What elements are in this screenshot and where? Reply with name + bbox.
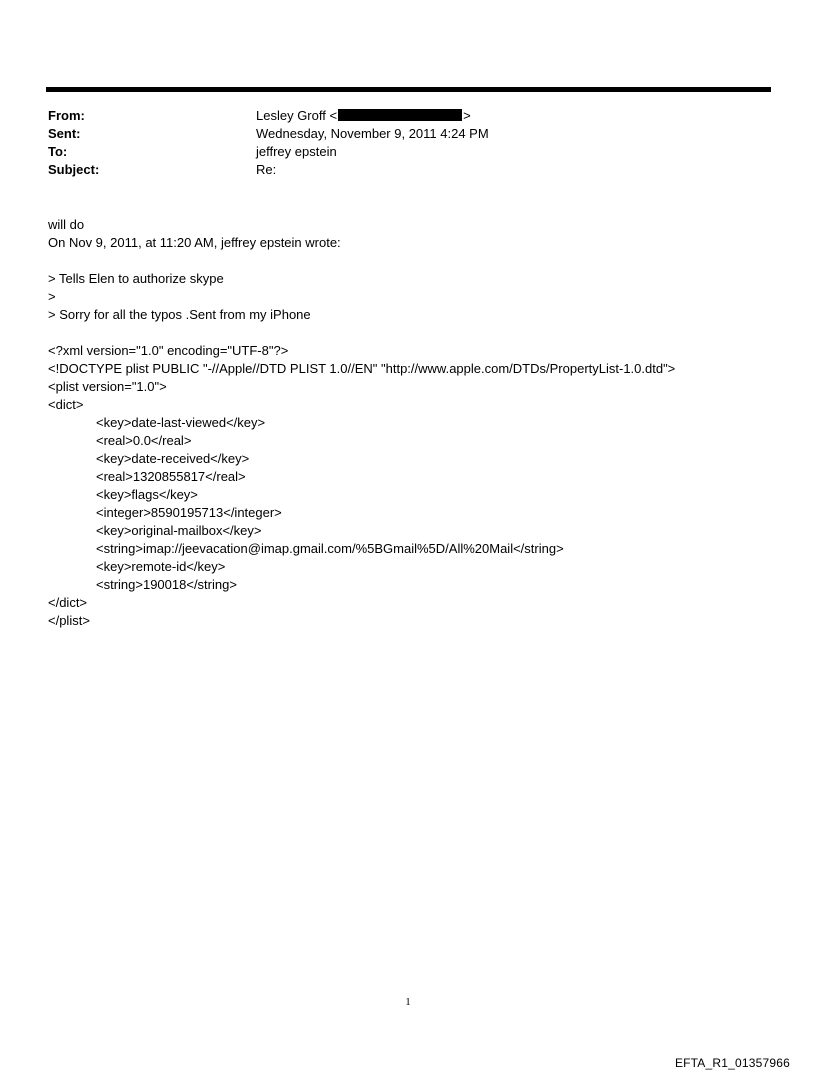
xml-plist-open: <plist version="1.0"> (48, 379, 167, 394)
redaction-block (338, 109, 462, 121)
quoted-line: > (48, 289, 56, 304)
from-name: Lesley Groff < (256, 108, 338, 123)
to-label: To: (48, 144, 68, 159)
reply-text: will do (48, 217, 85, 232)
subject-value: Re: (256, 162, 277, 177)
xml-dict-open: <dict> (48, 397, 84, 412)
subject-label: Subject: (48, 162, 100, 177)
blank-line (48, 252, 788, 270)
xml-doctype: <!DOCTYPE plist PUBLIC "-//Apple//DTD PLIST 1.0//EN" "http://www.apple.com/DTDs/PropertyList-1.0.dtd"> (48, 361, 676, 376)
blank-line (48, 324, 788, 342)
quoted-line: > Sorry for all the typos .Sent from my iPhone (48, 307, 311, 322)
sent-value: Wednesday, November 9, 2011 4:24 PM (256, 126, 489, 141)
header-divider-rule (46, 87, 771, 92)
xml-dict-line: <integer>8590195713</integer> (96, 505, 282, 520)
xml-dict-line: <key>date-received</key> (96, 451, 250, 466)
to-row (48, 143, 768, 161)
xml-dict-line: <key>date-last-viewed</key> (96, 415, 266, 430)
quoted-line: > Tells Elen to authorize skype (48, 271, 224, 286)
from-close: > (463, 108, 471, 123)
from-row (48, 107, 768, 125)
email-body (48, 216, 788, 630)
xml-plist-close: </plist> (48, 613, 90, 628)
email-header (48, 107, 768, 179)
sent-label: Sent: (48, 126, 81, 141)
xml-declaration: <?xml version="1.0" encoding="UTF-8"?> (48, 343, 289, 358)
from-label: From: (48, 108, 85, 123)
from-value (256, 107, 768, 125)
subject-row (48, 161, 768, 179)
xml-dict-line: <key>flags</key> (96, 487, 198, 502)
to-value: jeffrey epstein (256, 144, 337, 159)
xml-dict-line: <real>0.0</real> (96, 433, 192, 448)
xml-dict-line: <string>190018</string> (96, 577, 237, 592)
page-number: 1 (405, 996, 411, 1008)
sent-row (48, 125, 768, 143)
xml-dict-close: </dict> (48, 595, 88, 610)
xml-dict-line: <key>original-mailbox</key> (96, 523, 262, 538)
bates-number: EFTA_R1_01357966 (674, 1056, 790, 1070)
xml-dict-line: <key>remote-id</key> (96, 559, 226, 574)
xml-dict-line: <real>1320855817</real> (96, 469, 246, 484)
xml-dict-line: <string>imap://jeevacation@imap.gmail.com/%5BGmail%5D/All%20Mail</string> (96, 541, 564, 556)
quote-intro: On Nov 9, 2011, at 11:20 AM, jeffrey epstein wrote: (48, 235, 341, 250)
